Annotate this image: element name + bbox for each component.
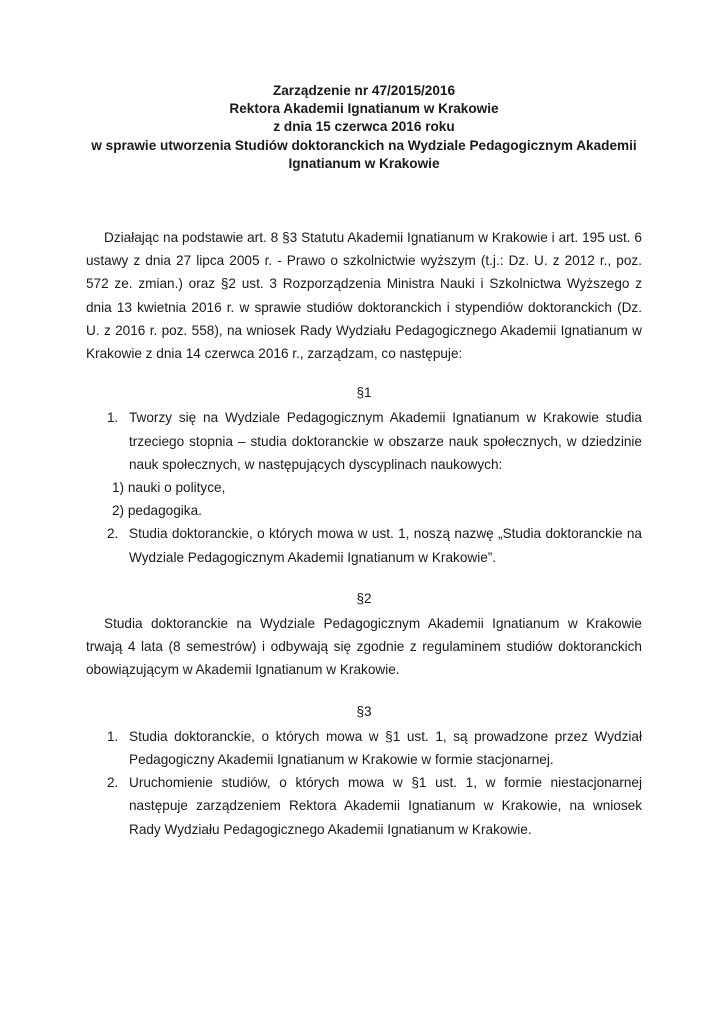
list-number: 1. [107, 410, 119, 426]
document-header [86, 82, 642, 173]
section-2-paragraph: Studia doktoranckie na Wydziale Pedagogicznym Akademii Ignatianum w Krakowie trwają 4 lata (8 semestrów) i odbywają się zgodnie z regulaminem studiów doktoranckich obowiązującym w Akademii Ignatianum w Krakowie. [86, 616, 642, 678]
list-item-text: Uruchomienie studiów, o których mowa w §1 ust. 1, w formie niestacjonarnej następuje zarządzeniem Rektora Akademii Ignatianum w Krakowie, na wniosek Rady Wydziału Pedagogicznego Akademii Ignatianum w Krakowie. [129, 775, 642, 837]
header-issuer: Rektora Akademii Ignatianum w Krakowie [229, 101, 499, 117]
section-1-list [86, 406, 642, 476]
document-page [86, 82, 642, 841]
header-date: z dnia 15 czerwca 2016 roku [273, 119, 455, 135]
header-subject: w sprawie utworzenia Studiów doktoranckich na Wydziale Pedagogicznym Akademii [91, 137, 637, 153]
section-3-item-1 [86, 725, 642, 771]
section-3-title: §3 [356, 703, 372, 719]
header-subject-cont: Ignatianum w Krakowie [288, 155, 440, 171]
list-item-text: Tworzy się na Wydziale Pedagogicznym Akademii Ignatianum w Krakowie studia trzeciego stopnia – studia doktoranckie w obszarze nauk społecznych, w dziedzinie nauk społecznych, w następujących dyscyplinach naukowych: [129, 410, 642, 472]
list-number: 1. [107, 728, 119, 744]
section-1-list-cont [86, 522, 642, 568]
section-1-item-2 [86, 522, 642, 568]
list-number: 2. [107, 775, 119, 791]
preamble-paragraph: Działając na podstawie art. 8 §3 Statutu Akademii Ignatianum w Krakowie i art. 195 ust. 6 ustawy z dnia 27 lipca 2005 r. - Prawo o szkolnictwie wyższym (t.j.: Dz. U. z 2012 r., poz. 572 ze. zmian.) oraz §2 ust. 3 Rozporządzenia Ministra Nauki i Szkolnictwa Wyższego z dnia 13 kwietnia 2016 r. w sprawie studiów doktoranckich i stypendiów doktoranckich (Dz. U. z 2016 r. poz. 558), na wniosek Rady Wydziału Pedagogicznego Akademii Ignatianum w Krakowie z dnia 14 czerwca 2016 r., zarządzam, co następuje: [86, 230, 642, 362]
section-1-title: §1 [356, 385, 372, 401]
header-ordinance-number: Zarządzenie nr 47/2015/2016 [272, 83, 456, 98]
section-3-item-2 [86, 771, 642, 841]
list-number: 2. [107, 526, 119, 542]
list-item-text: Studia doktoranckie, o których mowa w §1 ust. 1, są prowadzone przez Wydział Pedagogiczny Akademii Ignatianum w Krakowie w formie stacjonarnej. [129, 728, 642, 768]
section-1-item-1 [86, 406, 642, 476]
list-item-text: Studia doktoranckie, o których mowa w ust. 1, noszą nazwę „Studia doktoranckie na Wydziale Pedagogicznym Akademii Ignatianum w Krakowie”. [129, 526, 642, 565]
discipline-item-1: 1) nauki o polityce, [112, 480, 226, 496]
discipline-item-2: 2) pedagogika. [112, 503, 202, 519]
section-2-title: §2 [356, 590, 372, 606]
section-3-list [86, 725, 642, 841]
